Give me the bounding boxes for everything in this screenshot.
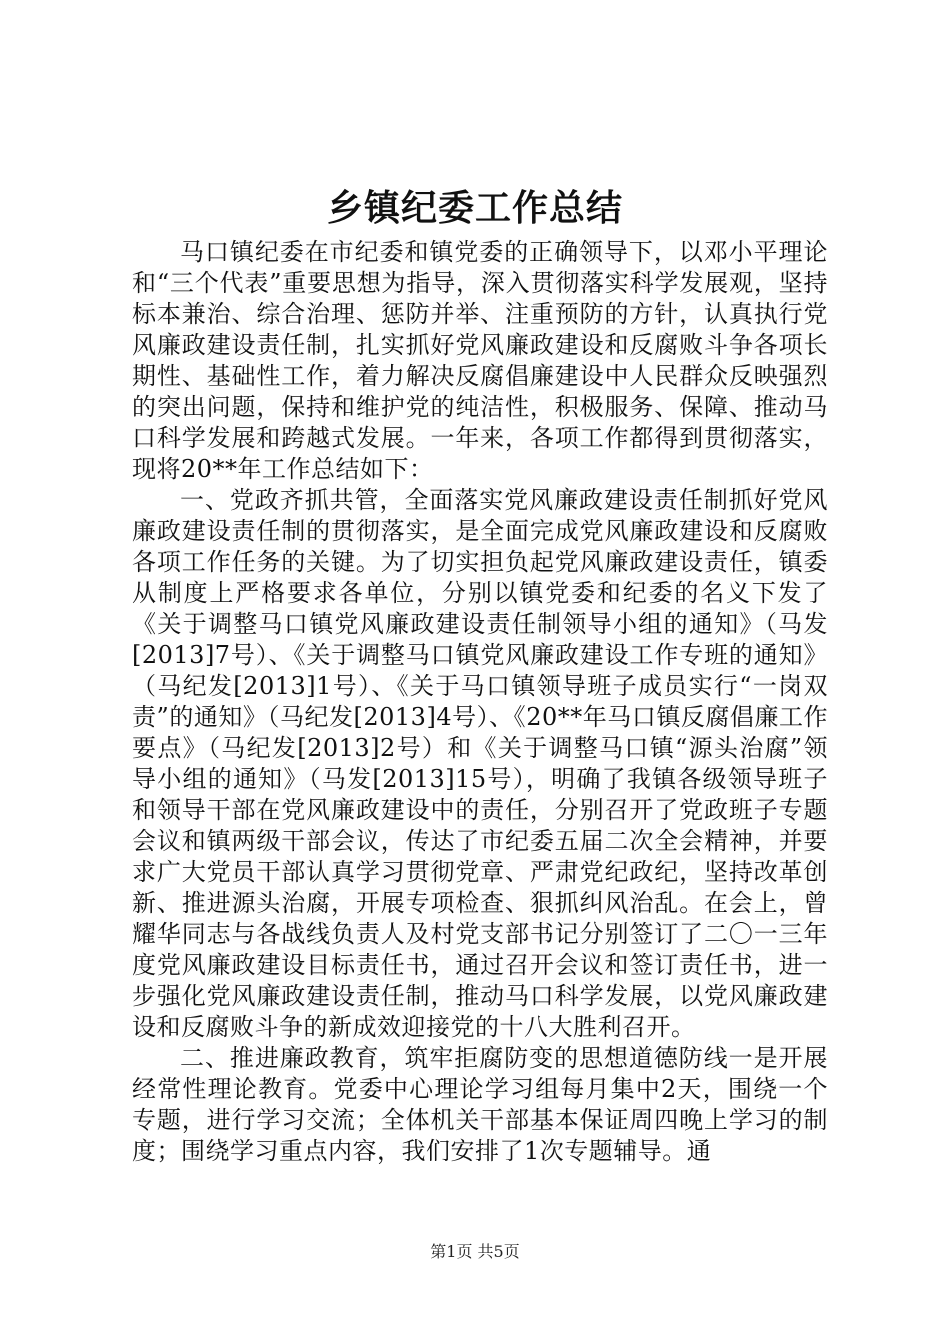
paragraph-intro: 马口镇纪委在市纪委和镇党委的正确领导下，以邓小平理论和“三个代表”重要思想为指导，深入贯彻落实科学发展观，坚持标本兼治、综合治理、惩防并举、注重预防的方针，认真执行党风廉政建设责任制，扎实抓好党风廉政建设和反腐败斗争各项长期性、基础性工作，着力解决反腐倡廉建设中人民群众反映强烈的突出问题，保持和维护党的纯洁性，积极服务、保障、推动马口科学发展和跨越式发展。一年来，各项工作都得到贯彻落实，现将20**年工作总结如下： — [132, 238, 828, 483]
page-footer: 第1页 共5页 — [430, 1242, 520, 1261]
paragraph-section-1: 一、党政齐抓共管，全面落实党风廉政建设责任制抓好党风廉政建设责任制的贯彻落实，是全面完成党风廉政建设和反腐败各项工作任务的关键。为了切实担负起党风廉政建设责任，镇委从制度上严格要求各单位，分别以镇党委和纪委的名义下发了《关于调整马口镇党风廉政建设责任制领导小组的通知》（马发[2013]7号）、《关于调整马口镇党风廉政建设工作专班的通知》（马纪发[2013]1号）、《关于马口镇领导班子成员实行“一岗双责”的通知》（马纪发[2013]4号）、《20**年马口镇反腐倡廉工作要点》（马纪发[2013]2号）和《关于调整马口镇“源头治腐”领导小组的通知》（马发[2013]15号），明确了我镇各级领导班子和领导干部在党风廉政建设中的责任，分别召开了党政班子专题会议和镇两级干部会议，传达了市纪委五届二次全会精神，并要求广大党员干部认真学习贯彻党章、严肃党纪政纪，坚持改革创新、推进源头治腐，开展专项检查、狠抓纠风治乱。在会上，曾耀华同志与各战线负责人及村党支部书记分别签订了二〇一三年度党风廉政建设目标责任书，通过召开会议和签订责任书，进一步强化党风廉政建设责任制，推动马口科学发展，以党风廉政建设和反腐败斗争的新成效迎接党的十八大胜利召开。 — [132, 486, 828, 1041]
page-title: 乡镇纪委工作总结 — [326, 187, 623, 229]
paragraph-section-2: 二、推进廉政教育，筑牢拒腐防变的思想道德防线一是开展经常性理论教育。党委中心理论学习组每月集中2天，围绕一个专题，进行学习交流；全体机关干部基本保证周四晚上学习的制度；围绕学习重点内容，我们安排了1次专题辅导。通 — [132, 1044, 828, 1165]
document-body — [132, 237, 828, 1167]
